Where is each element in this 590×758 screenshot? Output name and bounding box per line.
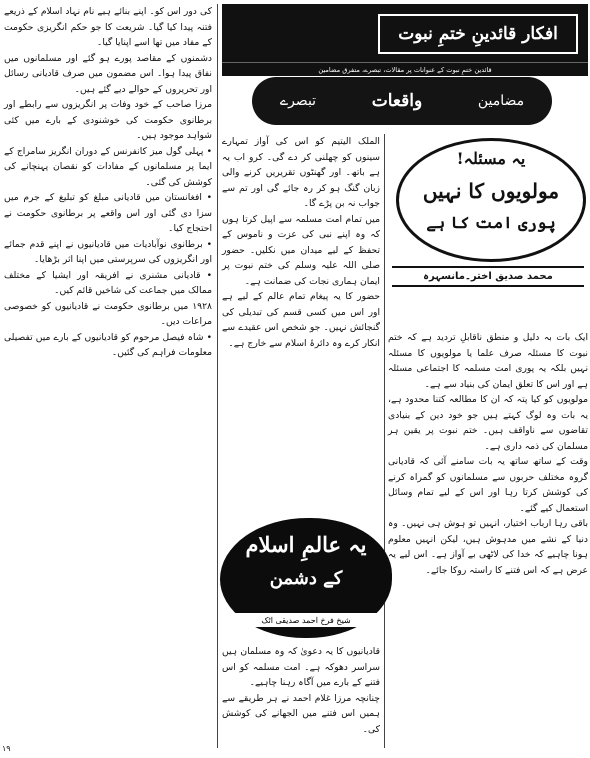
ribbon-articles: مضامین [477, 93, 525, 109]
feature-headline [396, 138, 586, 262]
feature-line-2: مولویوں کا نہیں [422, 179, 560, 203]
left-paragraph: • قادیانی مشنری نے افریقہ اور ایشیا کے مختلف ممالک میں جماعت کی شاخیں قائم کیں۔ [4, 269, 212, 296]
right-paragraph: باقی رہا ارباب اختیار، انہیں تو ہوش ہی نہیں۔ وہ دنیا کے نشے میں مدہوش ہیں، لیکن انہیں معلوم ہونا چاہیے کہ خدا کی لاٹھی بے آواز ہے۔ اس لیے یہ عرض ہے کہ اس فتنے کا راستہ روکا جائے۔ [388, 518, 588, 576]
feature-line-3: پوری امت کا ہے [426, 213, 556, 232]
left-paragraph: • برطانوی نوآبادیات میں قادیانیوں نے اپنے قدم جمائے اور انگریزوں کی سرپرستی میں اپنا اثر بڑھایا۔ [4, 238, 212, 265]
middle-paragraph: میں تمام امت مسلمہ سے اپیل کرتا ہوں کہ وہ اپنے نبی کی عزت و ناموس کے تحفظ کے لیے میدان میں نکلیں۔ حضور صلی اللہ علیہ وسلم کی ختم نبوت پر ایمان ہماری نجات کی ضمانت ہے۔ [222, 213, 380, 287]
middle-paragraph: چنانچہ مرزا غلام احمد نے ہر طریقے سے ہمیں اس فتنے میں الجھانے کی کوشش کی۔ [222, 692, 380, 735]
masthead-banner [222, 4, 588, 62]
feature-headline-box [388, 133, 588, 328]
right-paragraph: وقت کے ساتھ ساتھ یہ بات سامنے آئی کہ قادیانی گروہ مختلف حربوں سے مسلمانوں کو گمراہ کرنے کی کوشش کرتا رہا اور اس کے لیے تمام وسائل استعمال کیے گئے۔ [388, 456, 588, 514]
left-paragraph: • شاہ فیصل مرحوم کو قادیانیوں کے بارے میں تفصیلی معلومات فراہم کی گئیں۔ [4, 331, 212, 358]
enemies-credit: شیخ فرخ احمد صدیقی اٹک [232, 613, 380, 627]
enemies-line-2: کے دشمن [269, 568, 343, 589]
left-column [4, 4, 212, 742]
right-column [388, 330, 588, 742]
column-divider [384, 134, 385, 748]
page-number: ۱۹ [2, 744, 11, 753]
enemies-graphic [220, 518, 392, 638]
ribbon-events: واقعات [371, 91, 423, 111]
left-paragraph: • پہلی گول میز کانفرنس کے دوران انگریز سامراج کے ایما پر مسلمانوں کے مفادات کو نقصان پہنچانے کی کوشش کی گئی۔ [4, 145, 212, 188]
author-byline: محمد صدیق اختر۔مانسہرہ [392, 266, 584, 287]
right-paragraph: مولویوں کو کیا پتہ کہ ان کا مطالعہ کتنا محدود ہے، یہ بات وہ لوگ کہتے ہیں جو خود دین کے بنیادی تقاضوں سے ناواقف ہیں۔ ختم نبوت پر یقین ہر مسلمان کی ذمہ داری ہے۔ [388, 394, 588, 452]
left-paragraph: ۱۹۲۸ میں برطانوی حکومت نے قادیانیوں کو خصوصی مراعات دیں۔ [4, 300, 212, 327]
middle-column-bottom [222, 644, 380, 748]
middle-paragraph: الملک الیتیم کو اس کی آواز تمہارے سینوں کو چھلنی کر دے گی۔ کرو اب یہ ہے باتھ۔ اور گھنٹوں تقریریں کرنے والی زبان گنگ ہو کر رہ جائے گی اور تم سے جواب نہ بن پڑے گا۔ [222, 136, 380, 209]
left-paragraph: کی دور اس کو۔ اپنے بنائے ہیے نام نہاد اسلام کے ذریعے فتنہ پیدا کیا گیا۔ شریعت کا جو حکم انگریزی حکومت کے مفاد میں تھا اسے اپنایا گیا۔ [4, 6, 212, 48]
middle-paragraph: حضور کا یہ پیغام تمام عالم کے لیے ہے اور اس میں کسی قسم کی تبدیلی کی گنجائش نہیں۔ جو شخص اس عقیدے سے انکار کرے وہ دائرۂ اسلام سے خارج ہے۔ [222, 291, 380, 349]
masthead-title: افکار قائدینِ ختمِ نبوت [378, 14, 578, 54]
masthead-ribbon [252, 77, 552, 125]
left-paragraph: دشمنوں کے مقاصد پورے ہو گئے اور مسلمانوں میں نفاق پیدا ہوا۔ اس مضمون میں صرف قادیانی رسائل اور تحریروں کے حوالے دیے گئے ہیں۔ [4, 52, 212, 95]
enemies-line-1: یہ عالمِ اسلام [245, 532, 367, 557]
right-paragraph: ایک بات بہ دلیل و منطق ناقابلِ تردید ہے کہ ختم نبوت کا مسئلہ صرف علما یا مولویوں کا مسئلہ نہیں بلکہ یہ پوری امت مسلمہ کا اجتماعی مسئلہ ہے اور اس کا تعلق ایمان کی بنیاد سے ہے۔ [388, 332, 588, 390]
left-paragraph: • افغانستان میں قادیانی مبلغ کو تبلیغ کے جرم میں سزا دی گئی اور اس واقعے پر برطانوی حکومت نے احتجاج کیا۔ [4, 192, 212, 234]
column-divider [217, 4, 218, 748]
middle-column-top [222, 134, 380, 514]
middle-paragraph: قادیانیوں کا یہ دعویٰ کہ وہ مسلمان ہیں سراسر دھوکہ ہے۔ امت مسلمہ کو اس فتنے کے بارے میں آگاہ رہنا چاہیے۔ [222, 646, 380, 688]
ribbon-reviews: تبصرے [279, 93, 317, 109]
enemies-headline [220, 518, 392, 638]
left-paragraph: مرزا صاحب کے خود وفات پر انگریزوں سے رابطے اور برطانوی حکومت کی خوشنودی کے بارے میں کئی شواہد موجود ہیں۔ [4, 99, 212, 141]
masthead [222, 4, 588, 130]
masthead-strap: قائدین ختمِ نبوت کے عنوانات پر مقالات، تبصرے، متفرق مضامین [222, 62, 588, 76]
feature-line-1: یہ مسئلہ! [456, 149, 526, 168]
